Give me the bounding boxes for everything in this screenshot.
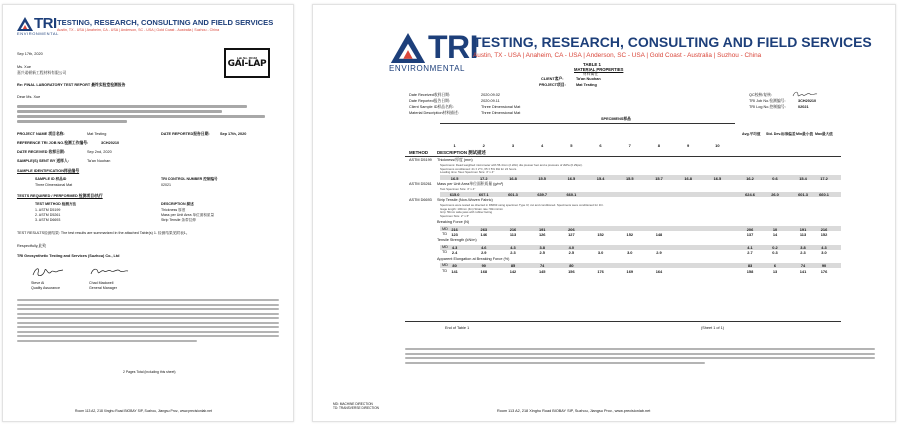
section-note: Specimens conditioned: 21 ± 2°C, 65 ± 5% RH for 24 hours. xyxy=(440,167,517,171)
info-value: Three Dimensional Mat xyxy=(481,105,521,109)
section-title: Strip Tensile (Non-Woven Fabric) xyxy=(437,198,493,203)
stat-min: 601.3 xyxy=(798,192,808,198)
section-title-line xyxy=(405,257,841,263)
signer-title: Quality Assurance xyxy=(31,286,60,290)
test-description: Mass per Unit Area 单位面积质量 xyxy=(161,213,215,217)
table-row xyxy=(405,192,841,197)
header-title: TESTING, RESEARCH, CONSULTING AND FIELD SERVICES xyxy=(473,34,872,50)
info-value: 3CH20210 xyxy=(798,99,817,103)
specimen-value: 164 xyxy=(655,268,663,274)
stat-avg: 624.6 xyxy=(745,192,755,198)
accreditation-stamp: Lab No. 00133 GAI-LAP xyxy=(224,48,270,78)
field-job-label: REFERENCE TRI JOB NO.检测工作编号: xyxy=(17,141,89,145)
specimen-value: 2.9 xyxy=(481,250,487,256)
stat-max: 90 xyxy=(821,263,827,269)
stat-std: 0.2 xyxy=(772,245,778,251)
table-row xyxy=(405,232,841,237)
specimen-value: 90 xyxy=(481,263,486,269)
info-label: Date Received收样日期: xyxy=(409,93,451,97)
section-note: Grip: 50mm wide jaws with rubber facing xyxy=(440,211,493,215)
stat-max: 660.1 xyxy=(819,192,829,198)
section-title: Breaking Force (N) xyxy=(437,220,470,225)
specimen-value: 142 xyxy=(509,268,517,274)
header-locations: Austin, TX - USA | Anaheim, CA - USA | Anderson, SC - USA | Gold Coast - Australia | Suzhou - China xyxy=(473,52,762,59)
letter-footer-address: Room 113 A2, 218 Xinghu Road BIOBAY SIP, Suzhou, Jiangsu Prov., www.precisionlab.net xyxy=(75,409,212,413)
row-direction: MD xyxy=(442,263,448,268)
col-description: DESCRIPTION 测试描述 xyxy=(437,150,486,155)
specimen-value: 80 xyxy=(569,263,574,269)
sheet-label: (Sheet 1 of 1) xyxy=(701,326,725,330)
col-method: METHOD xyxy=(409,150,429,155)
stat-min: 141 xyxy=(799,268,807,274)
col-min: Min最小值 xyxy=(796,132,813,136)
results-line: TEST RESULTS检测结果: The test results are summarized in the attached Table(s) 1. 检测结果见附表1。 xyxy=(17,231,190,235)
signature-ai xyxy=(31,265,65,279)
closing: Respectfully,此致 xyxy=(17,244,47,248)
table-section xyxy=(405,257,841,274)
section-note: Specimens: Dead weighted micrometer with 56.4mm (2.22in) dia presser foot and a pressure of 2kPa (0.29psi). xyxy=(440,164,583,167)
section-method: ASTM D5199 xyxy=(409,158,432,162)
specimen-value: 3.0 xyxy=(627,250,633,256)
disclaimer-line xyxy=(17,308,279,310)
tri-logo xyxy=(389,31,478,73)
disclaimer-line xyxy=(17,304,279,306)
table-subtitle: MATERIAL PROPERTIES xyxy=(574,67,624,72)
logo-sub: ENVIRONMENTAL xyxy=(17,31,59,36)
specimen-value: 2.3 xyxy=(510,250,516,256)
specimen-col-header: 5 xyxy=(570,144,573,148)
specimen-value: 2.9 xyxy=(656,250,662,256)
stat-std: 10 xyxy=(772,226,778,232)
section-title: Mass per Unit Area单位面积质量 (g/m²) xyxy=(437,181,504,186)
field-received-label: DATE RECEIVED 收样日期: xyxy=(17,150,66,154)
disclaimer-line xyxy=(17,340,197,342)
stat-avg: 158 xyxy=(746,268,754,274)
pages-total: 2 Pages Total (including this sheet) xyxy=(123,370,176,374)
info-value: 02021 xyxy=(798,105,809,109)
specimen-value: 639.7 xyxy=(537,192,548,198)
tri-logo xyxy=(17,16,59,36)
info-value: Three Dimensional Mat xyxy=(481,111,521,115)
specimen-value: 4.3 xyxy=(451,245,458,251)
stat-std: 13 xyxy=(772,268,778,274)
specimen-col-header: 7 xyxy=(628,144,631,148)
logo-sub: ENVIRONMENTAL xyxy=(389,64,466,73)
section-method: ASTM D5261 xyxy=(409,181,432,186)
cover-letter-page xyxy=(2,4,294,422)
intro-text-line xyxy=(17,115,265,118)
section-method: ASTM D6693 xyxy=(409,198,432,203)
specimen-value: 607.1 xyxy=(478,192,489,198)
disclaimer-line xyxy=(405,357,875,359)
row-direction: MD xyxy=(442,245,448,250)
recipient-company: 嘉兴诺顿新工程材料有限公司 xyxy=(17,71,67,75)
specimen-value: 80 xyxy=(452,263,457,269)
disclaimer-line xyxy=(17,335,279,337)
stat-max: 216 xyxy=(820,226,828,232)
stat-avg: 206 xyxy=(746,226,754,232)
specimen-value: 126 xyxy=(538,232,546,238)
specimen-value: 601.3 xyxy=(508,192,518,198)
field-received-value: Sep 2nd, 2020 xyxy=(87,150,112,154)
specimen-value: 216 xyxy=(451,226,458,232)
info-label: QC校核/复核: xyxy=(749,93,772,97)
specimen-value: 145 xyxy=(538,268,546,274)
specimen-value: 113 xyxy=(509,232,517,238)
signature-mackwell xyxy=(89,265,129,279)
specimen-value: 127 xyxy=(568,232,575,238)
disclaimer-line xyxy=(17,317,279,319)
table-section xyxy=(405,158,841,180)
client-label: CLIENT客户: xyxy=(541,77,564,81)
header-rule xyxy=(405,156,841,157)
specimen-value: 191 xyxy=(538,226,546,232)
specimen-value: 216 xyxy=(509,226,517,232)
test-description: Strip Tensile 条带拉伸 xyxy=(161,218,196,222)
stat-max: 17.2 xyxy=(820,175,828,181)
intro-text-line xyxy=(17,105,247,108)
section-note: Specimens were tested as directed in D6693 using specimen Type IV, cut and conditioned. Specimens were conditioned for 1hr. xyxy=(440,204,604,208)
specimen-value: 141 xyxy=(451,268,458,274)
test-description: Thickness 厚度 xyxy=(161,208,186,212)
info-label: Material Description材料描述: xyxy=(409,111,459,115)
stat-min: 15.4 xyxy=(799,175,807,181)
col-std: Std. Dev.标准偏差 xyxy=(766,132,796,136)
stat-std: 0.6 xyxy=(772,175,778,181)
table-subtitle-cn: 材料属性 xyxy=(583,72,599,76)
stat-std: 6 xyxy=(773,263,777,269)
row-direction: MD xyxy=(442,226,448,231)
specimen-col-header: 6 xyxy=(599,144,602,148)
specimen-value: 16.8 xyxy=(684,175,692,181)
disclaimer-line xyxy=(17,326,279,328)
field-date-reported-label: DATE REPORTED报告日期: xyxy=(161,132,210,136)
specimen-value: 15.5 xyxy=(625,175,634,181)
section-note: Specimen Size: 2" x 6" xyxy=(440,214,470,218)
section-title: Thickness/厚度 (mm) xyxy=(437,158,473,162)
header-locations: Austin, TX - USA | Anaheim, CA - USA | Anderson, SC - USA | Gold Coast - Australia | Suzhou - China xyxy=(57,28,220,32)
specimen-value: 2.5 xyxy=(539,250,545,256)
table-row xyxy=(405,175,841,180)
stat-avg: 4.1 xyxy=(747,245,753,251)
stat-avg: 137 xyxy=(746,232,754,238)
results-table-page xyxy=(312,4,896,422)
specimen-value: 168 xyxy=(480,268,488,274)
stat-avg: 16.2 xyxy=(746,175,754,181)
specimen-col-header: 8 xyxy=(657,144,661,148)
stat-std: 0.3 xyxy=(772,250,778,256)
disclaimer-line xyxy=(17,322,279,324)
specimen-value: 156 xyxy=(568,268,575,274)
letter-subject: Re: FINAL LABORATORY TEST REPORT 最终实验室检测报告 xyxy=(17,83,126,87)
qc-signature xyxy=(792,90,818,99)
test-method: 2. ASTM D5261 xyxy=(35,213,61,217)
specimen-value: 169 xyxy=(626,268,634,274)
recipient-name: Ms. Xue xyxy=(17,65,31,69)
field-project-label: PROJECT NAME 项目名称: xyxy=(17,132,65,136)
stat-min: 113 xyxy=(799,232,807,238)
specimen-value: 615.0 xyxy=(449,192,460,198)
stat-max: 152 xyxy=(820,232,828,238)
stat-avg: 2.7 xyxy=(747,250,753,256)
sample-id-col2: TRI CONTROL NUMBER 控制编号 xyxy=(161,177,218,181)
table-section xyxy=(405,220,841,237)
specimen-header xyxy=(440,144,732,149)
row-direction: TD xyxy=(442,268,448,273)
disclaimer-line xyxy=(17,313,279,315)
results-table xyxy=(405,158,841,275)
specimen-value: 3.0 xyxy=(597,250,604,256)
footnote-md: MD: MACHINE DIRECTION xyxy=(333,402,373,406)
info-label: Client Sample ID样品名称: xyxy=(409,105,454,109)
table-end-rule xyxy=(405,321,841,322)
row-direction: TD xyxy=(442,232,448,237)
disclaimer-line xyxy=(17,299,279,301)
signer-name: Chad Mackwell xyxy=(89,281,114,285)
table-section xyxy=(405,198,841,218)
stat-std: 14 xyxy=(772,232,778,238)
client-value: Ta'an Nuohan xyxy=(576,77,601,81)
specimen-value: 3.8 xyxy=(539,245,545,251)
logo-word: TRI xyxy=(34,15,57,32)
tests-heading: TESTS REQUIRED / PERFORMED 检测项目/执行 xyxy=(17,194,103,198)
section-title: Tensile Strength (kN/m) xyxy=(437,238,477,243)
specimen-value: 15.7 xyxy=(655,175,663,181)
specimen-value: 2.5 xyxy=(568,250,575,256)
specimen-value: 4.6 xyxy=(481,245,487,251)
table-row xyxy=(405,226,841,231)
project-label: PROJECT项目: xyxy=(539,83,566,87)
section-note: Gage length: 100mm (4in) Strain rate: 50mm/min xyxy=(440,207,503,211)
disclaimer-line xyxy=(405,353,875,355)
header-title: TESTING, RESEARCH, CONSULTING AND FIELD SERVICES xyxy=(57,18,274,27)
specimen-value: 148 xyxy=(655,232,663,238)
table-row xyxy=(405,268,841,273)
signing-company: TRI Geosynthetic Testing and Services (Suzhou) Co., Ltd xyxy=(17,254,120,258)
section-title-line xyxy=(405,238,841,244)
report-footer-address: Room 113 A2, 218 Xinghu Road BIOBAY SIP, Suzhou, Jiangsu Prov., www.precisionlab.net xyxy=(497,409,651,413)
col-avg: Avg.平均值 xyxy=(742,132,761,136)
letter-date: Sep 17th, 2020 xyxy=(17,52,43,56)
specimen-col-header: 2 xyxy=(482,144,485,148)
info-label: Date Reported报告日期: xyxy=(409,99,450,103)
stat-min: 74 xyxy=(800,263,806,269)
disclaimer-line xyxy=(17,331,279,333)
signer-title: General Manager xyxy=(89,286,117,290)
specimen-value: 152 xyxy=(597,232,604,238)
specimen-value: 123 xyxy=(451,232,458,238)
table-title: TABLE 1 xyxy=(583,62,601,67)
specimen-value: 2.4 xyxy=(451,250,458,256)
stat-max: 176 xyxy=(820,268,828,274)
specimen-value: 4.3 xyxy=(510,245,516,251)
table-section xyxy=(405,182,841,197)
section-title: Apparent Elongation at Breaking Force (%) xyxy=(437,256,510,261)
field-job-value: 3CH20210 xyxy=(101,141,120,145)
section-title-line xyxy=(405,220,841,226)
intro-text-line xyxy=(17,110,222,113)
sample-id-col1: SAMPLE ID 样品ID xyxy=(35,177,67,181)
description-col: DESCRIPTION 描述 xyxy=(161,202,194,206)
stat-avg: 83 xyxy=(747,263,753,269)
field-sent-by-value: Ta'an Nuohan xyxy=(87,159,111,163)
stat-min: 2.3 xyxy=(800,250,806,256)
stat-std: 26.0 xyxy=(771,192,779,198)
letter-greeting: Dear Ms. Xue xyxy=(17,95,41,99)
specimens-rule xyxy=(440,123,735,124)
specimen-value: 15.4 xyxy=(596,175,605,181)
sample-id-heading: SAMPLE IDENTIFICATION样品编号 xyxy=(17,169,80,173)
table-section xyxy=(405,238,841,255)
specimen-col-header: 3 xyxy=(511,144,515,148)
signer-name: Steve Ai xyxy=(31,281,45,285)
specimen-value: 16.5 xyxy=(567,175,576,181)
sample-id-value1: Three Dimensional Mat xyxy=(35,183,73,187)
end-of-table: End of Table 1 xyxy=(445,326,470,330)
table-row xyxy=(405,250,841,255)
specimen-col-header: 1 xyxy=(453,144,456,148)
col-max: Max最大值 xyxy=(815,132,833,136)
test-method: 1. ASTM D5199 xyxy=(35,208,61,212)
specimen-value: 176 xyxy=(597,268,604,274)
specimen-value: 4.0 xyxy=(568,245,575,251)
info-value: 2020.09.02 xyxy=(481,93,501,97)
specimens-label: SPECIMENS样品 xyxy=(601,117,631,121)
intro-text-line xyxy=(17,120,127,123)
test-method: 3. ASTM D6693 xyxy=(35,218,61,222)
specimen-value: 85 xyxy=(510,263,516,269)
specimen-value: 17.2 xyxy=(479,175,488,181)
table-row xyxy=(405,263,841,268)
specimen-value: 263 xyxy=(480,226,488,232)
footnote-td: TD: TRANSVERSE DIRECTION xyxy=(333,406,379,410)
disclaimer-line xyxy=(405,348,875,350)
specimen-col-header: 9 xyxy=(686,144,690,148)
specimen-value: 660.1 xyxy=(566,192,577,198)
specimen-value: 16.5 xyxy=(450,175,459,181)
triangle-logo-icon xyxy=(17,17,33,31)
field-project-value: Mat Testing xyxy=(87,132,107,136)
specimen-value: 74 xyxy=(540,263,545,269)
triangle-logo-icon xyxy=(389,33,427,63)
section-note: Loading time: 5sec Specimen Size: 4" x 4" xyxy=(440,171,495,175)
info-label: TRI Log No.控制编号: xyxy=(749,105,786,109)
disclaimer-line xyxy=(405,362,705,364)
specimen-col-header: 4 xyxy=(541,144,544,148)
info-label: TRI Job No.检测编号: xyxy=(749,99,786,103)
specimen-value: 15.5 xyxy=(538,175,546,181)
specimen-col-header: 10 xyxy=(715,144,720,148)
stat-max: 3.0 xyxy=(821,250,827,256)
specimen-value: 16.5 xyxy=(713,175,722,181)
section-note: Test Specimen Size: 4" x 4" xyxy=(440,187,476,191)
info-value: 2020.09.11 xyxy=(481,99,500,103)
stat-min: 3.8 xyxy=(800,245,806,251)
stat-max: 4.3 xyxy=(821,245,827,251)
test-method-col: TEST METHOD 检测方法 xyxy=(35,202,77,206)
specimen-value: 146 xyxy=(480,232,488,238)
specimen-value: 206 xyxy=(568,226,575,232)
field-date-reported-value: Sep 17th, 2020 xyxy=(220,132,247,136)
project-value: Mat Testing xyxy=(576,83,597,87)
sample-id-value2: 02021 xyxy=(161,183,171,187)
stat-min: 191 xyxy=(799,226,807,232)
specimen-value: 16.8 xyxy=(509,175,517,181)
specimen-value: 152 xyxy=(626,232,634,238)
logo-word: TRI xyxy=(428,29,479,65)
row-direction: TD xyxy=(442,250,448,255)
table-row xyxy=(405,245,841,250)
field-sent-by-label: SAMPLE(S) SENT BY 送样人: xyxy=(17,159,70,163)
